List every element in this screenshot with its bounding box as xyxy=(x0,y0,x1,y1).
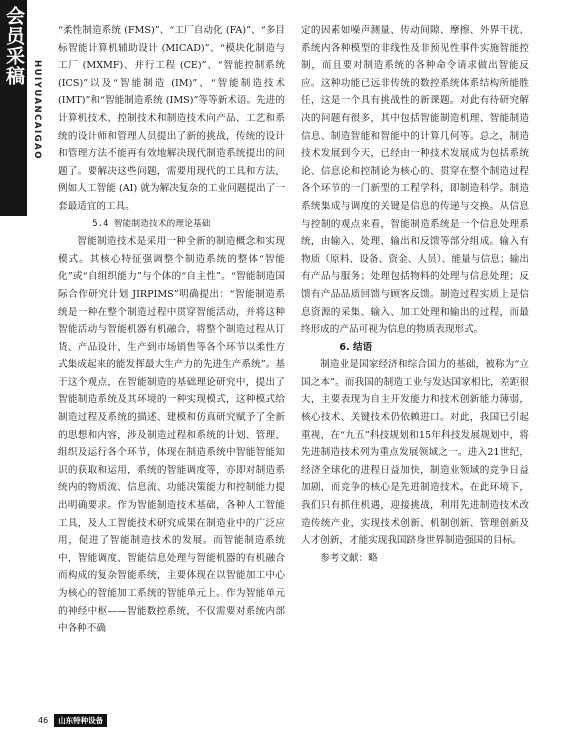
section-title: 会员采稿 xyxy=(3,6,25,86)
references-note: 参考文献：略 xyxy=(320,552,378,564)
paragraph: 定的因素如噪声测量、传动间隙、摩擦、外界干扰、系统内各种模型的非线性及非预见性事件实施智能控制，而且要对制造系统的各种命令请求做出智能反应。这种功能已远非传统的数控系统体系结构所能胜任，这是一个具有挑战性的新课题。对此有待研究解决的问题有很多，其中包括智能制造机理、智能制造信息、制造智能和智能中的计算几何等。总之，制造技术发展到今天，已经由一种技术发展成为包括系统论、信息论和控制论为核心的、贯穿在整个制造过程各个环节的一门新型的工程学科，即制造科学。制造系统集成与调度的关键是信息的传递与交换。从信息与控制的观点来看，智能制造系统是一个信息处理系统，由输入、处理、输出和反馈等部分组成。输入有物质（原料、设备、资金、人员）、能量与信息；输出有产品与服务；处理包括物料的处理与信息处理；反馈有产品品质回馈与顾客反馈。制造过程实质上是信息资源的采集、输入、加工处理和输出的过程，而最终形成的产品可视为信息的物质表现形式。 xyxy=(301,25,529,336)
page-footer xyxy=(38,714,107,727)
section-sidebar xyxy=(0,0,27,216)
section-heading: 6. 结语 xyxy=(339,341,373,353)
subsection-heading: 5.4 智能制造技术的理论基础 xyxy=(92,218,211,229)
paragraph: 制造业是国家经济和综合国力的基础，被称为“立国之本”。而我国的制造工业与发达国家相比，差距很大，主要表现为自主开发能力和技术创新能力薄弱，核心技术、关键技术仍依赖进口。对此，我国已引起重视，在“九五”科技规划和15年科技发展规划中，将先进制造技术列为重点发展领域之一。进入21世纪，经济全球化的进程日益加快，制造业领域的竞争日益加剧，而竞争的核心是先进制造技术。在此环境下，我们只有抓住机遇，迎接挑战，利用先进制造技术改造传统产业，实现技术创新、机制创新、管理创新及人才创新，才能实现我国跻身世界制造强国的目标。 xyxy=(301,359,529,547)
paragraph: “柔性制造系统 (FMS)”、“工厂自动化 (FA)”、“多目标智能计算机辅助设计 (MICAD)”、“模块化制造与工厂 (MXMF)、并行工程 (CE)”、“智能控制系统 (ICS)”以及“智能制造 (IM)”、“智能制造技术 (IMT)”和“智能制造系统 (IMS)”等等新术语。先进的计算机技术、控制技术和制造技术向产品、工艺和系统的设计师和管理人员提出了新的挑战，传统的设计和管理方法不能再有效地解决现代制造系统提出的问题了。要解决这些问题，需要用现代的工具和方法，例如人工智能 (AI) 就为解决复杂的工业问题提出了一套最适宜的工具。 xyxy=(58,25,285,212)
paragraph: 智能制造技术是采用一种全新的制造概念和实现模式。其核心特征强调整个制造系统的整体“智能化”或“自组织能力”与个体的“自主性”。“智能制造国际合作研究计划 JIRPIMS”明确提出：“智能制造系统是一种在整个制造过程中贯穿智能活动，并将这种智能活动与智能机器有机融合，将整个制造过程从订货、产品设计、生产到市场销售等各个环节以柔性方式集成起来的能发挥最大生产力的先进生产系统”。基于这个观点，在智能制造的基础理论研究中，提出了智能制造系统及其环境的一种实现模式，这种模式给制造过程及系统的描述、建模和仿真研究赋予了全新的思想和内容，涉及制造过程和系统的计划、管理、组织及运行各个环节，体现在制造系统中智能智能知识的获取和运用，系统的智能调度等，亦即对制造系统内的物质流、信息流、功能决策能力和控制能力提出明确要求。作为智能制造技术基础，各种人工智能工具，及人工智能技术研究成果在制造业中的广泛应用，促进了智能制造技术的发展。而智能制造系统中，智能调度、智能信息处理与智能机器的有机融合而构成的复杂智能系统，主要体现在以智能加工中心为核心的智能加工系统的智能单元上。作为智能单元的神经中枢——智能数控系统，不仅需要对系统内部中各种不确 xyxy=(58,236,285,635)
left-column xyxy=(58,22,285,638)
journal-name: 山东特种设备 xyxy=(54,714,107,727)
right-column xyxy=(301,22,529,567)
page-number: 46 xyxy=(38,716,49,725)
section-pinyin: HUIYUANCAIGAO xyxy=(32,60,42,160)
